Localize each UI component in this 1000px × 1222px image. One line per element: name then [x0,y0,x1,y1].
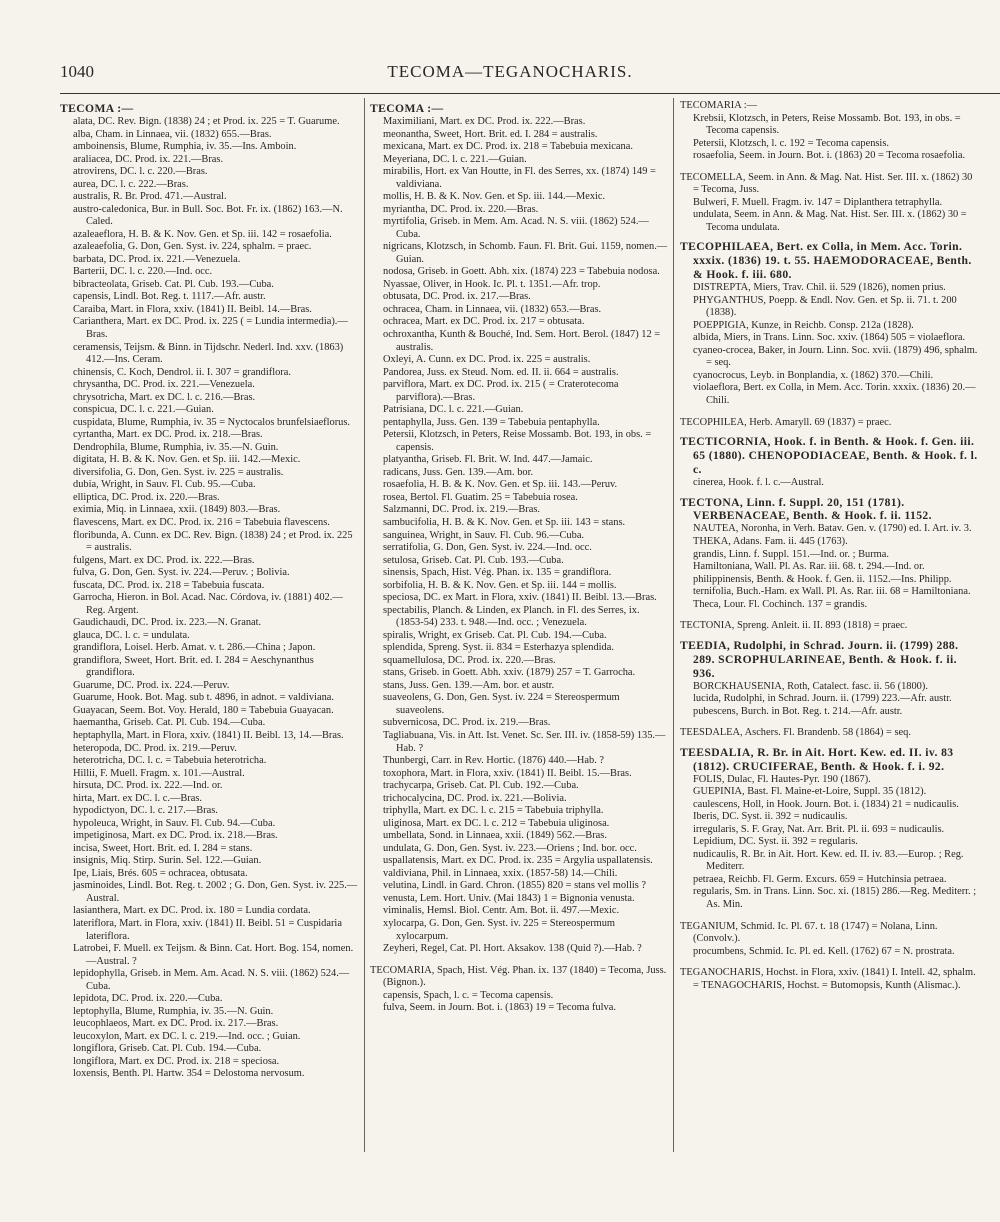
index-entry: radicans, Juss. Gen. 139.—Am. bor. [383,466,534,478]
genus-heading: TECTONA, Linn. f. Suppl. 20, 151 (1781). VERBENACEAE, Benth. & Hook. f. ii. 1152. [680,495,932,523]
species-entry: Lepidium, DC. Syst. ii. 392 = regularis. [693,836,858,848]
species-entry: undulata, Seem. in Ann. & Mag. Nat. Hist. Ser. III. x. (1862) 30 = Tecoma undulata. [693,209,967,233]
index-entry: heptaphylla, Mart. in Flora, xxiv. (1841) II. Beibl. 13, 14.—Bras. [73,730,344,741]
entry-spacer [680,163,980,172]
index-entry: sinensis, Spach, Hist. Vég. Phan. ix. 135 = grandiflora. [383,567,612,579]
index-entry: sorbifolia, H. B. & K. Nov. Gen. et Sp. iii. 144 = mollis. [383,579,617,591]
index-entry: sanguinea, Wright, in Sauv. Fl. Cub. 96.—Cuba. [383,529,585,541]
index-entry: insignis, Miq. Stirp. Surin. Sel. 122.—Guian. [73,855,262,867]
species-entry: petraea, Reichb. Fl. Germ. Excurs. 659 = Hutchinsia petraea. [693,873,947,885]
index-entry: capensis, Lindl. Bot. Reg. t. 1117.—Afr. austr. [73,291,266,303]
entry-spacer [680,912,980,921]
species-entry: NAUTEA, Noronha, in Verh. Batav. Gen. v. (1790) ed. I. Art. iv. 3. [693,523,972,535]
index-entry: haemantha, Griseb. Cat. Pl. Cub. 194.—Cuba. [73,717,266,729]
index-entry: subvernicosa, DC. Prod. ix. 219.—Bras. [383,717,551,729]
index-entry: obtusata, DC. Prod. ix. 217.—Bras. [383,291,531,303]
index-entry: floribunda, A. Cunn. ex DC. Rev. Bign. (1838) 24 ; et Prod. ix. 225 = australis. [73,529,353,554]
index-entry: cuspidata, Blume, Rumphia, iv. 35 = Nyctocalos brunfelsiaeflorus. [73,416,351,428]
index-entry: Caraiba, Mart. in Flora, xxiv. (1841) II. Beibl. 14.—Bras. [73,303,312,315]
genus-heading: TECOPHILAEA, Bert. ex Colla, in Mem. Acc. Torin. xxxix. (1836) 19. t. 55. HAEMODORACEAE, Benth. & Hook. f. iii. 680. [680,240,972,282]
species-entry: cyaneo-crocea, Baker, in Journ. Linn. Soc. xvii. (1879) 496, sphalm. = seq. [693,344,978,369]
index-entry: Guayacan, Seem. Bot. Voy. Herald, 180 = Tabebuia Guayacan. [73,704,334,716]
species-entry: grandis, Linn. f. Suppl. 151.—Ind. or. ; Burma. [693,548,889,560]
column-divider [364,98,365,1152]
index-entry: jasminoides, Lindl. Bot. Reg. t. 2002 ; G. Don, Gen. Syst. iv. 225.—Austral. [73,880,358,904]
index-entry: impetiginosa, Mart. ex DC. Prod. ix. 218.—Bras. [73,830,278,842]
species-entry: Petersii, Klotzsch, l. c. 192 = Tecoma capensis. [693,137,889,149]
index-entry: elliptica, DC. Prod. ix. 220.—Bras. [73,491,220,503]
index-entry: Maximiliani, Mart. ex DC. Prod. ix. 222.—Bras. [383,115,586,127]
index-entry: lasianthera, Mart. ex DC. Prod. ix. 180 = Lundia cordata. [73,905,311,917]
index-entry: atrovirens, DC. l. c. 220.—Bras. [73,166,208,178]
index-entry: leucophlaeos, Mart. ex DC. Prod. ix. 217.—Bras. [73,1018,279,1030]
index-entry: hirsuta, DC. Prod. ix. 222.—Ind. or. [73,780,223,792]
index-entry: Gaudichaudi, DC. Prod. ix. 223.—N. Granat. [73,617,262,629]
species-entry: Bulweri, F. Muell. Fragm. iv. 147 = Diplanthera tetraphylla. [693,196,943,208]
entry-spacer [680,408,980,417]
index-entry: fuscata, DC. Prod. ix. 218 = Tabebuia fuscata. [73,579,265,591]
index-entry: trachycarpa, Griseb. Cat. Pl. Cub. 192.—Cuba. [383,780,579,792]
index-entry: rosea, Bertol. Fl. Guatim. 25 = Tabebuia rosea. [383,491,578,503]
header-rule [60,93,1000,94]
species-entry: philippinensis, Benth. & Hook. f. Gen. ii. 1152.—Ins. Philipp. [693,573,952,585]
index-entry: Barterii, DC. l. c. 220.—Ind. occ. [73,266,213,278]
index-entry: alba, Cham. in Linnaea, vii. (1832) 655.—Bras. [73,128,272,140]
running-header [60,62,960,92]
index-entry: parviflora, Mart. ex DC. Prod. ix. 215 ( = Craterotecoma parviflora).—Bras. [383,379,619,403]
index-entry: ochroxantha, Kunth & Bouché, Ind. Sem. Hort. Berol. (1847) 12 = australis. [383,329,661,353]
genus-heading: TECTICORNIA, Hook. f. in Benth. & Hook. f. Gen. iii. 65 (1880). CHENOPODIACEAE, Benth. & Hook. f. l. c. [680,435,978,476]
index-entry: stans, Juss. Gen. 139.—Am. bor. et austr. [383,679,555,691]
species-entry: caulescens, Holl, in Hook. Journ. Bot. i. (1834) 21 = nudicaulis. [693,798,959,810]
species-entry: pubescens, Burch. in Bot. Reg. t. 214.—Afr. austr. [693,705,903,717]
genus-synonym: TECOMARIA, Spach, Hist. Vég. Phan. ix. 137 (1840) = Tecoma, Juss. (Bignon.). [370,964,667,989]
entry-spacer [370,956,668,965]
species-entry: rosaefolia, Seem. in Journ. Bot. i. (1863) 20 = Tecoma rosaefolia. [693,150,966,162]
index-entry: barbata, DC. Prod. ix. 221.—Venezuela. [73,253,241,265]
index-entry: lepidophylla, Griseb. in Mem. Am. Acad. N. S. viii. (1862) 524.—Cuba. [73,968,350,992]
index-entry: grandiflora, Loisel. Herb. Amat. v. t. 286.—China ; Japon. [73,642,316,654]
species-entry: DISTREPTA, Miers, Trav. Chil. ii. 529 (1826), nomen prius. [693,282,946,294]
index-entry: Ipe, Liais, Brés. 605 = ochracea, obtusata. [73,867,248,879]
index-entry: undulata, G. Don, Gen. Syst. iv. 223.—Oriens ; Ind. bor. occ. [383,842,637,854]
page-number: 1040 [60,62,94,81]
index-entry: ochracea, Mart. ex DC. Prod. ix. 217 = obtusata. [383,316,585,328]
index-entry: squamellulosa, DC. Prod. ix. 220.—Bras. [383,654,556,666]
index-entry: splendida, Spreng. Syst. ii. 834 = Esterhazya splendida. [383,642,614,654]
index-entry: longiflora, Mart. ex DC. Prod. ix. 218 = speciosa. [73,1055,280,1067]
index-entry: loxensis, Benth. Pl. Hartw. 354 = Delostoma nervosum. [73,1068,305,1080]
species-entry: Krebsii, Klotzsch, in Peters, Reise Mossamb. Bot. 193, in obs. = Tecoma capensis. [693,112,961,137]
index-entry: trichocalycina, DC. Prod. ix. 221.—Bolivia. [383,792,567,804]
species-entry: FOLIS, Dulac, Fl. Hautes-Pyr. 190 (1867). [693,773,871,785]
genus-synonym: TECOPHILEA, Herb. Amaryll. 69 (1837) = praec. [680,416,892,428]
species-entry: procumbens, Schmid. Ic. Pl. ed. Kell. (1762) 67 = N. prostrata. [693,945,955,957]
index-entry: Dendrophila, Blume, Rumphia, iv. 35.—N. Guin. [73,441,279,453]
column-3 [680,100,980,1162]
index-entry: glauca, DC. l. c. = undulata. [73,629,190,641]
index-entry: uspallatensis, Mart. ex DC. Prod. ix. 235 = Argylia uspallatensis. [383,855,653,867]
species-entry: cinerea, Hook. f. l. c.—Austral. [693,476,824,488]
index-entry: grandiflora, Sweet, Hort. Brit. ed. I. 284 = Aeschynanthus grandiflora. [73,654,314,679]
index-entry: Oxleyi, A. Cunn. ex DC. Prod. ix. 225 = australis. [383,354,591,366]
entry-spacer [680,958,980,967]
index-entry: venusta, Lem. Hort. Univ. (Mai 1843) 1 = Bignonia venusta. [383,892,635,904]
index-entry: umbellata, Sond. in Linnaea, xxii. (1849) 562.—Bras. [383,830,607,842]
entry-spacer [680,718,980,727]
index-entry: azaleaefolia, G. Don, Gen. Syst. iv. 224, sphalm. = praec. [73,241,312,253]
running-title: TECOMA—TEGANOCHARIS. [387,62,633,81]
index-entry: Petersii, Klotzsch, in Peters, Reise Mossamb. Bot. 193, in obs. = capensis. [383,429,652,453]
index-entry: suaveolens, G. Don, Gen. Syst. iv. 224 = Stereospermum suaveolens. [383,692,620,716]
index-entry: Carianthera, Mart. ex DC. Prod. ix. 225 ( = Lundia intermedia).—Bras. [73,316,348,340]
index-entry: ceramensis, Teijsm. & Binn. in Tijdschr. Nederl. Ind. xxv. (1863) 412.—Ins. Ceram. [73,341,344,366]
species-entry: PHYGANTHUS, Poepp. & Endl. Nov. Gen. et Sp. ii. 71. t. 200 (1838). [693,294,957,319]
species-entry: THEKA, Adans. Fam. ii. 445 (1763). [693,535,848,547]
index-entry: capensis, Spach, l. c. = Tecoma capensis. [383,989,554,1001]
index-entry: leptophylla, Blume, Rumphia, iv. 35.—N. Guin. [73,1005,274,1017]
species-entry: Hamiltoniana, Wall. Pl. As. Rar. iii. 68. t. 294.—Ind. or. [693,561,925,573]
index-entry: viminalis, Hemsl. Biol. Centr. Am. Bot. ii. 497.—Mexic. [383,905,620,917]
index-entry: pentaphylla, Juss. Gen. 139 = Tabebuia pentaphylla. [383,416,600,428]
species-entry: GUEPINIA, Bast. Fl. Maine-et-Loire, Suppl. 35 (1812). [693,786,927,798]
species-entry: violaeflora, Bert. ex Colla, in Mem. Acc. Torin. xxxix. (1836) 20.—Chili. [693,382,976,406]
genus-heading: TEEDIA, Rudolphi, in Schrad. Journ. ii. (1799) 288. 289. SCROPHULARINEAE, Benth. & Hook. f. ii. 936. [680,638,959,680]
index-entry: incisa, Sweet, Hort. Brit. ed. I. 284 = stans. [73,842,253,854]
index-entry: Guarume, Hook. Bot. Mag. sub t. 4896, in adnot. = valdiviana. [73,692,334,704]
index-entry: toxophora, Mart. in Flora, xxiv. (1841) II. Beibl. 15.—Bras. [383,767,632,779]
species-entry: Theca, Lour. Fl. Cochinch. 137 = grandis. [693,598,868,610]
species-entry: irregularis, S. F. Gray, Nat. Arr. Brit. Pl. ii. 693 = nudicaulis. [693,823,945,835]
index-entry: uliginosa, Mart. ex DC. l. c. 212 = Tabebuia uliginosa. [383,817,610,829]
index-entry: Pandorea, Juss. ex Steud. Nom. ed. II. ii. 664 = australis. [383,366,619,378]
index-entry: xylocarpa, G. Don, Gen. Syst. iv. 225 = Stereospermum xylocarpum. [383,917,616,942]
index-entry: Garrocha, Hieron. in Bol. Acad. Nac. Córdova, iv. (1881) 402.—Reg. Argent. [73,592,343,616]
index-entry: fulva, Seem. in Journ. Bot. i. (1863) 19 = Tecoma fulva. [383,1002,616,1014]
index-entry: spectabilis, Planch. & Linden, ex Planch. in Fl. des Serres, ix. (1853-54) 233. t. 948.—Ind. occ. ; Venezuela. [383,604,640,629]
index-entry: Hillii, F. Muell. Fragm. x. 101.—Austral. [73,767,245,779]
index-entry: conspicua, DC. l. c. 221.—Guian. [73,404,214,416]
index-entry: triphylla, Mart. ex DC. l. c. 215 = Tabebuia triphylla. [383,805,604,817]
index-entry: heterotricha, DC. l. c. = Tabebuia heterotricha. [73,755,267,767]
index-entry: velutina, Lindl. in Gard. Chron. (1855) 820 = stans vel mollis ? [383,880,646,892]
index-entry: amboinensis, Blume, Rumphia, iv. 35.—Ins. Amboin. [73,141,297,153]
index-entry: Latrobei, F. Muell. ex Teijsm. & Binn. Cat. Hort. Bog. 154, nomen.—Austral. ? [73,943,354,967]
index-entry: fulgens, Mart. ex DC. Prod. ix. 222.—Bras. [73,554,255,566]
index-entry: nodosa, Griseb. in Goett. Abh. xix. (1874) 223 = Tabebuia nodosa. [383,266,660,278]
index-entry: chrysotricha, Mart. ex DC. l. c. 216.—Bras. [73,391,256,403]
genus-synonym: TEGANOCHARIS, Hochst. in Flora, xxiv. (1841) I. Intell. 42, sphalm. = TENAGOCHARIS, Hochst. = Butomopsis, Kunth (Alismac.). [680,967,976,991]
genus-synonym: TECOMARIA :— [680,100,758,111]
index-entry: fulva, G. Don, Gen. Syst. iv. 224.—Peruv. ; Bolivia. [73,567,290,579]
species-entry: nudicaulis, R. Br. in Ait. Hort. Kew. ed. II. iv. 83.—Europ. ; Reg. Mediterr. [693,848,964,873]
index-entry: lateriflora, Mart. in Flora, xxiv. (1841) II. Beibl. 51 = Cuspidaria lateriflora. [73,917,342,942]
column-1 [60,100,359,1162]
species-entry: POEPPIGIA, Kunze, in Reichb. Consp. 212a (1828). [693,319,914,331]
index-entry: Tagliabuana, Vis. in Att. Ist. Venet. Sc. Ser. III. iv. (1858-59) 135.—Hab. ? [383,730,666,754]
index-entry: rosaefolia, H. B. & K. Nov. Gen. et Sp. iii. 143.—Peruv. [383,479,618,491]
entry-spacer [680,611,980,620]
index-entry: mexicana, Mart. ex DC. Prod. ix. 218 = Tabebuia mexicana. [383,141,633,153]
index-entry: lepidota, DC. Prod. ix. 220.—Cuba. [73,993,223,1005]
index-entry: chrysantha, DC. Prod. ix. 221.—Venezuela. [73,379,255,391]
index-entry: stans, Griseb. in Goett. Abh. xxiv. (1879) 257 = T. Garrocha. [383,667,636,679]
index-entry: chinensis, C. Koch, Dendrol. ii. I. 307 = grandiflora. [73,366,291,378]
index-entry: sambucifolia, H. B. & K. Nov. Gen. et Sp. iii. 143 = stans. [383,516,626,528]
species-entry: BORCKHAUSENIA, Roth, Catalect. fasc. ii. 56 (1800). [693,680,928,692]
index-entry: myriantha, DC. Prod. ix. 220.—Bras. [383,203,539,215]
index-entry: longiflora, Griseb. Cat. Pl. Cub. 194.—Cuba. [73,1043,262,1055]
index-entry: valdiviana, Phil. in Linnaea, xxix. (1857-58) 14.—Chili. [383,867,618,879]
index-entry: meonantha, Sweet, Hort. Brit. ed. I. 284 = australis. [383,128,598,140]
index-entry: azaleaeflora, H. B. & K. Nov. Gen. et Sp. iii. 142 = rosaefolia. [73,228,332,240]
index-entry: platyantha, Griseb. Fl. Brit. W. Ind. 447.—Jamaic. [383,454,593,466]
index-entry: flavescens, Mart. ex DC. Prod. ix. 216 = Tabebuia flavescens. [73,516,330,528]
index-entry: leucoxylon, Mart. ex DC. l. c. 219.—Ind. occ. ; Guian. [73,1030,301,1042]
index-entry: digitata, H. B. & K. Nov. Gen. et Sp. iii. 142.—Mexic. [73,454,301,466]
column-divider [673,98,674,1152]
index-entry: hirta, Mart. ex DC. l. c.—Bras. [73,792,202,804]
index-entry: diversifolia, G. Don, Gen. Syst. iv. 225 = australis. [73,466,284,478]
index-entry: nigricans, Klotzsch, in Schomb. Faun. Fl. Brit. Gui. 1159, nomen.—Guian. [383,241,668,265]
index-entry: Thunbergi, Carr. in Rev. Hortic. (1876) 440.—Hab. ? [383,755,605,767]
genus-synonym: TECOMELLA, Seem. in Ann. & Mag. Nat. Hist. Ser. III. x. (1862) 30 = Tecoma, Juss. [680,171,973,196]
index-entry: setulosa, Griseb. Cat. Pl. Cub. 193.—Cuba. [383,554,564,566]
index-entry: serratifolia, G. Don, Gen. Syst. iv. 224.—Ind. occ. [383,542,592,554]
index-entry: ochracea, Cham. in Linnaea, vii. (1832) 653.—Bras. [383,303,602,315]
index-entry: mollis, H. B. & K. Nov. Gen. et Sp. iii. 144.—Mexic. [383,191,606,203]
species-entry: Iberis, DC. Syst. ii. 392 = nudicaulis. [693,811,848,823]
index-entry: Salzmanni, DC. Prod. ix. 219.—Bras. [383,504,541,516]
index-entry: hypodictyon, DC. l. c. 217.—Bras. [73,805,218,817]
index-entry: mirabilis, Hort. ex Van Houtte, in Fl. des Serres, xx. (1874) 149 = valdiviana. [383,166,656,190]
index-entry: austro-caledonica, Bur. in Bull. Soc. Bot. Fr. ix. (1862) 163.—N. Caled. [73,203,343,228]
genus-synonym: TEGANIUM, Schmid. Ic. Pl. 67. t. 18 (1747) = Nolana, Linn. (Convolv.). [680,920,938,945]
index-entry: Guarume, DC. Prod. ix. 224.—Peruv. [73,679,230,691]
index-entry: aurea, DC. l. c. 222.—Bras. [73,178,189,190]
index-entry: eximia, Miq. in Linnaea, xxii. (1849) 803.—Bras. [73,504,281,516]
index-entry: speciosa, DC. ex Mart. in Flora, xxiv. (1841) II. Beibl. 13.—Bras. [383,592,657,604]
index-entry: dubia, Wright, in Sauv. Fl. Cub. 95.—Cuba. [73,479,256,491]
genus-synonym: TECTONIA, Spreng. Anleit. ii. II. 893 (1818) = praec. [680,620,908,632]
index-entry: heteropoda, DC. Prod. ix. 219.—Peruv. [73,742,237,754]
index-entry: alata, DC. Rev. Bign. (1838) 24 ; et Prod. ix. 225 = T. Guarume. [73,115,340,127]
species-entry: albida, Miers, in Trans. Linn. Soc. xxiv. (1864) 505 = violaeflora. [693,332,966,344]
genus-heading: TEESDALIA, R. Br. in Ait. Hort. Kew. ed. II. iv. 83 (1812). CRUCIFERAE, Benth. & Hook. f. i. 92. [680,745,954,773]
species-entry: cyanocrocus, Leyb. in Bonplandia, x. (1862) 370.—Chili. [693,369,934,381]
index-entry: bibracteolata, Griseb. Cat. Pl. Cub. 193.—Cuba. [73,278,274,290]
index-entry: Meyeriana, DC. l. c. 221.—Guian. [383,153,527,165]
column-2 [370,100,668,1162]
genus-heading: TECOMA :— [60,102,134,115]
index-entry: Nyassae, Oliver, in Hook. Ic. Pl. t. 1351.—Afr. trop. [383,278,601,290]
index-entry: australis, R. Br. Prod. 471.—Austral. [73,191,227,203]
species-entry: regularis, Sm. in Trans. Linn. Soc. xi. (1815) 286.—Reg. Mediterr. ; As. Min. [693,886,977,910]
index-entry: spiralis, Wright, ex Griseb. Cat. Pl. Cub. 194.—Cuba. [383,629,607,641]
genus-synonym: TEESDALEA, Aschers. Fl. Brandenb. 58 (1864) = seq. [680,727,911,739]
index-entry: cyrtantha, Mart. ex DC. Prod. ix. 218.—Bras. [73,429,263,441]
species-entry: ternifolia, Buch.-Ham. ex Wall. Pl. As. Rar. iii. 68 = Hamiltoniana. [693,586,971,598]
species-entry: lucida, Rudolphi, in Schrad. Journ. ii. (1799) 223.—Afr. austr. [693,693,952,705]
index-entry: myrtifolia, Griseb. in Mem. Am. Acad. N. S. viii. (1862) 524.—Cuba. [383,216,649,240]
index-entry: araliacea, DC. Prod. ix. 221.—Bras. [73,153,224,165]
index-entry: hypoleuca, Wright, in Sauv. Fl. Cub. 94.—Cuba. [73,817,276,829]
index-entry: Zeyheri, Regel, Cat. Pl. Hort. Aksakov. 138 (Quid ?).—Hab. ? [383,943,642,955]
index-entry: Patrisiana, DC. l. c. 221.—Guian. [383,404,524,416]
genus-heading: TECOMA :— [370,102,444,115]
